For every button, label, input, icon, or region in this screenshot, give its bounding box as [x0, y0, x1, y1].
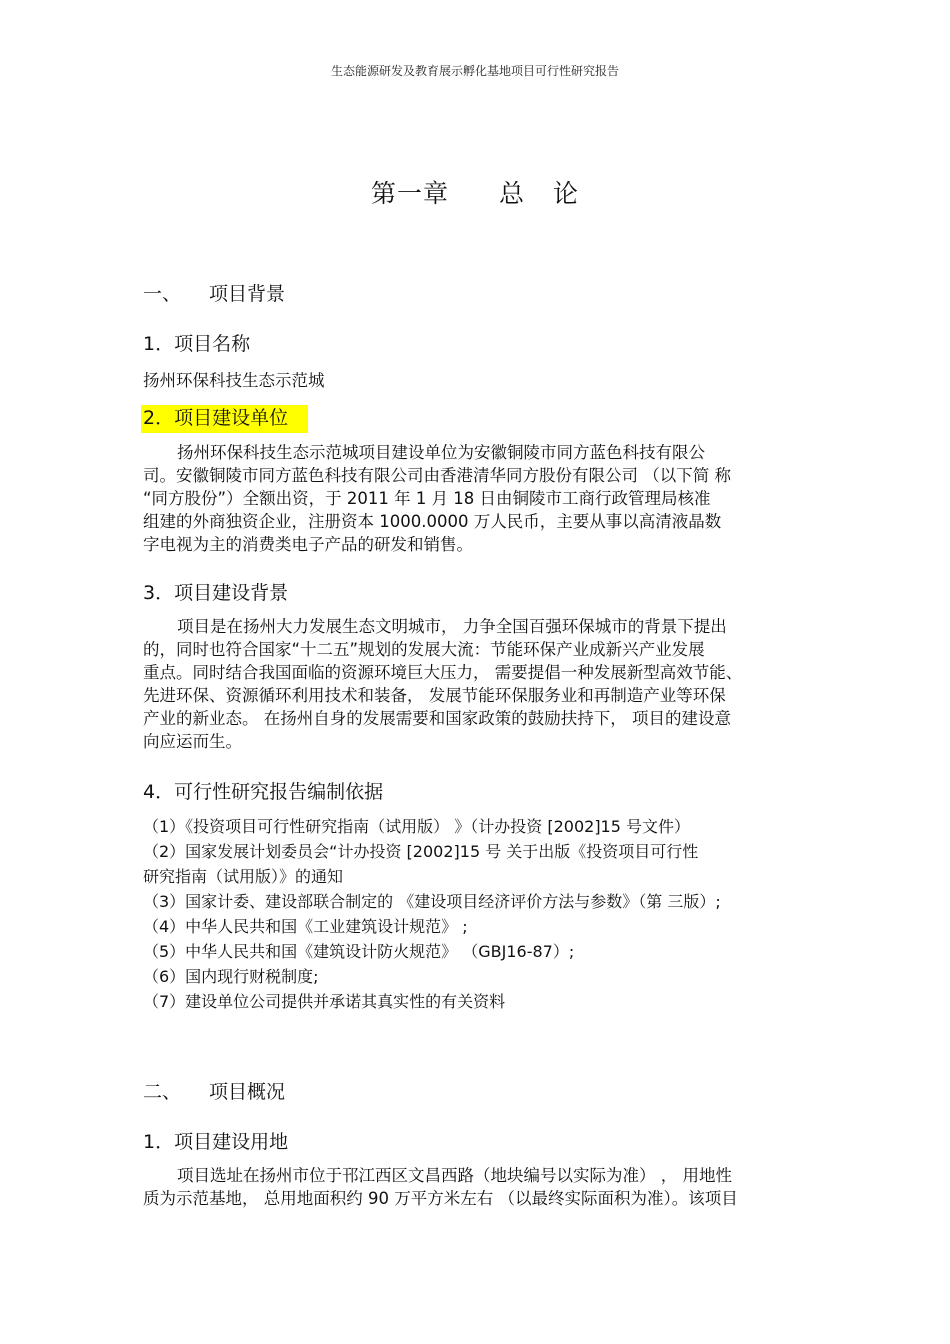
paragraph-line: “同方股份”）全额出资，于 2011 年 1 月 18 日由铜陵市工商行政管理局核准	[143, 489, 711, 508]
highlight-mark: 2．项目建设单位	[141, 405, 308, 433]
section-heading-2	[143, 1077, 285, 1104]
section-title: 项目概况	[209, 1081, 286, 1103]
chapter-title-char-1: 总	[498, 179, 525, 208]
paragraph-line: 项目是在扬州大力发展生态文明城市， 力争全国百强环保城市的背景下提出	[177, 617, 727, 636]
list-item: （3）国家计委、建设部联合制定的 《建设项目经济评价方法与参数》（第 三版）;	[143, 892, 721, 911]
section-number: 二、	[143, 1081, 182, 1103]
paragraph-line: 字电视为主的消费类电子产品的研发和销售。	[143, 535, 473, 554]
chapter-title-char-2: 论	[553, 179, 580, 208]
list-item: （7）建设单位公司提供并承诺其真实性的有关资料	[143, 992, 506, 1011]
subsection-heading: 1．项目建设用地	[143, 1131, 289, 1153]
subsection-heading: 1．项目名称	[143, 333, 251, 355]
paragraph-line: 产业的新业态。 在扬州自身的发展需要和国家政策的鼓励扶持下， 项目的建设意	[143, 709, 731, 728]
paragraph-line: 先进环保、资源循环利用技术和装备， 发展节能环保服务业和再制造产业等环保	[143, 686, 726, 705]
list-item: （1）《投资项目可行性研究指南（试用版） 》（计办投资 [2002]15 号文件）	[143, 817, 691, 836]
paragraph-line: 的，同时也符合国家“十二五”规划的发展大流：节能环保产业成新兴产业发展	[143, 640, 705, 659]
subsection-heading-highlighted	[143, 403, 308, 430]
paragraph-line: 重点。同时结合我国面临的资源环境巨大压力， 需要提倡一种发展新型高效节能、	[143, 663, 743, 682]
paragraph-line: 向应运而生。	[143, 732, 242, 751]
project-name-text: 扬州环保科技生态示范城	[143, 371, 325, 390]
paragraph-construction-unit	[143, 441, 813, 556]
section-heading-1	[143, 279, 285, 306]
section-number: 一、	[143, 283, 182, 305]
paragraph-background	[143, 615, 813, 753]
list-item: （2）国家发展计划委员会“计办投资 [2002]15 号 关于出版《投资项目可行性	[143, 842, 699, 861]
subsection-heading: 3．项目建设背景	[143, 582, 289, 604]
basis-list	[143, 814, 721, 1014]
running-header: 生态能源研发及教育展示孵化基地项目可行性研究报告	[330, 64, 619, 78]
subsection-heading: 4．可行性研究报告编制依据	[143, 781, 384, 803]
list-item: （4）中华人民共和国《工业建筑设计规范》 ;	[143, 917, 468, 936]
chapter-title	[0, 174, 950, 210]
list-item: （6）国内现行财税制度;	[143, 967, 319, 986]
paragraph-line: 扬州环保科技生态示范城项目建设单位为安徽铜陵市同方蓝色科技有限公	[177, 443, 705, 462]
section-title: 项目背景	[209, 283, 286, 305]
paragraph-line: 质为示范基地， 总用地面积约 90 万平方米左右 （以最终实际面积为准）。该项目	[143, 1189, 738, 1208]
paragraph-land	[143, 1164, 813, 1210]
list-item-continuation: 研究指南（试用版）》的通知	[143, 867, 344, 886]
chapter-number: 第一章	[370, 179, 449, 208]
paragraph-line: 项目选址在扬州市位于邗江西区文昌西路（地块编号以实际为准） ， 用地性	[177, 1166, 732, 1185]
paragraph-line: 组建的外商独资企业，注册资本 1000.0000 万人民币，主要从事以高清液晶数	[143, 512, 722, 531]
paragraph-line: 司。安徽铜陵市同方蓝色科技有限公司由香港清华同方股份有限公司 （以下简 称	[143, 466, 731, 485]
list-item: （5）中华人民共和国《建筑设计防火规范》 （GBJ16-87）;	[143, 942, 575, 961]
